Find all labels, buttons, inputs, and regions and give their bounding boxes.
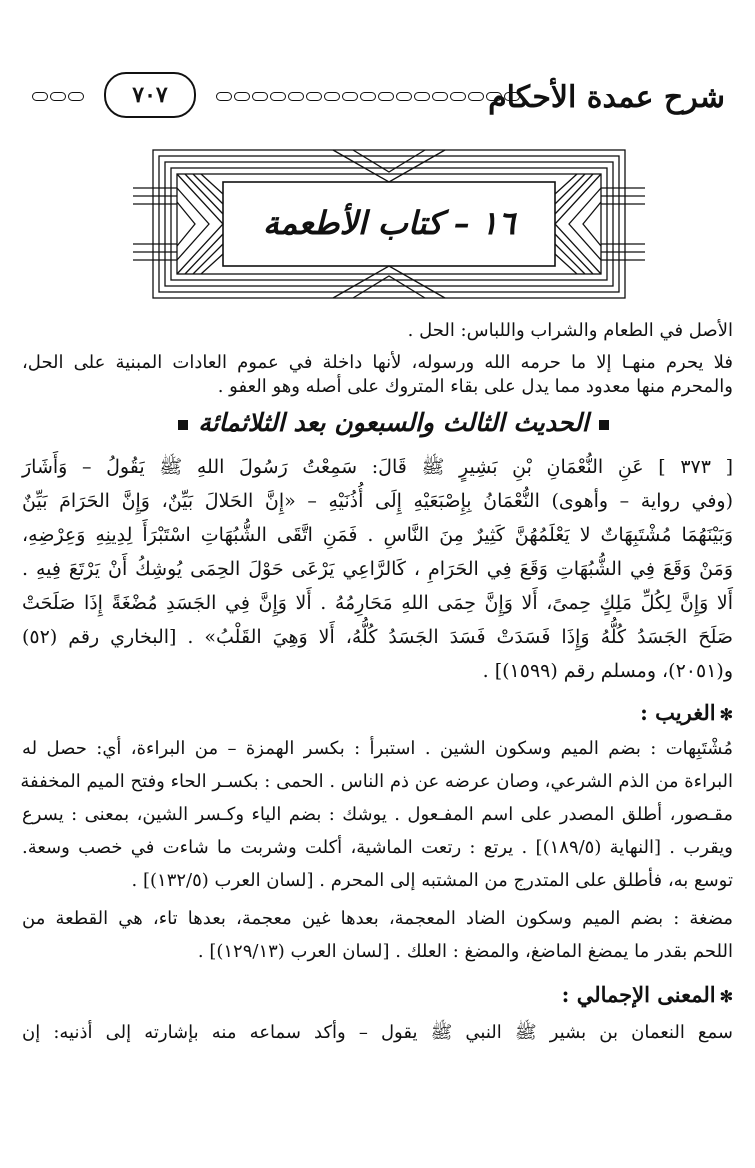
ijmali-line-1: سمع النعمان بن بشير ﷺ النبي ﷺ يقول – وأكد سماعه منه بإشارته إلى أذنيه: إن: [22, 1022, 733, 1043]
hadith-line-6: صَلَحَ الجَسَدُ كُلُّهُ وَإِذَا فَسَدَتْ فَسَدَ الجَسَدُ كُلُّهُ، أَلا وَهِيَ القَلْبُ» . [البخاري رقم (٥٢): [22, 626, 733, 648]
hadith-line-3: وَبَيْنَهُمَا مُشْتَبِهَاتٌ لا يَعْلَمُهُنَّ كَثِيرٌ مِنَ النَّاسِ . فَمَنِ اتَّقَى الشُّبُهَاتِ اسْتَبْرَأَ لِدِينِهِ وَعِرْضِهِ،: [22, 524, 733, 546]
gharib-line-6: مضغة : بضم الميم وسكون الضاد المعجمة، بعدها غين معجمة، بعدها تاء، هي القطعة من: [22, 908, 733, 929]
ijmali-heading: [562, 982, 733, 1007]
running-header: [28, 72, 725, 128]
hadith-line-2: (وفي رواية – وأهوى) النُّعْمَانُ بِإِصْبَعَيْهِ إِلَى أُذُنَيْهِ – «إِنَّ الحَلالَ بَيِّنٌ، وَإِنَّ الحَرَامَ بَيِّنٌ: [22, 490, 733, 512]
gharib-line-4: ويقرب . [النهاية (١٨٩/٥)] . يرتع : رتعت الماشية، أكلت وشربت ما شاءت في خصب وسعة.: [22, 837, 733, 858]
ijmali-heading-text: المعنى الإجمالي :: [561, 982, 716, 1007]
decorative-chain-left: [32, 92, 102, 104]
book-title: شرح عمدة الأحكام: [488, 80, 725, 115]
gharib-line-3: مقـصور، أطلق المصدر على اسم المفـعول . يوشك : بضم الياء وكـسر الشين، بمعنى : يسرع: [22, 804, 733, 825]
square-bullet-icon: [178, 420, 188, 430]
gharib-heading-text: الغريب :: [640, 700, 716, 725]
gharib-line-5: توسع به، فأطلق على المتدرج من المشتبه إلى المحرم . [لسان العرب (١٣٢/٥)] .: [131, 870, 733, 891]
decorative-chain-middle: [216, 92, 526, 104]
intro-line-2: فلا يحرم منهـا إلا ما حرمه الله ورسوله، لأنها داخلة في عموم العادات المبنية على الحل،: [22, 352, 733, 373]
intro-line-3: والمحرم منها معدود مما يدل على بقاء المتروك على أصله وهو العفو .: [217, 376, 733, 397]
chapter-banner: [133, 148, 645, 300]
gharib-line-1: مُشْتَبِهات : بضم الميم وسكون الشين . استبرأ : بكسر الهمزة – من البراءة، أي: حصل له: [22, 738, 733, 759]
square-bullet-icon: [599, 420, 609, 430]
hadith-heading: [60, 408, 727, 437]
page-number: ٧٠٧: [132, 82, 168, 108]
asterisk-icon: ✻: [719, 987, 733, 1006]
hadith-line-5: أَلا وَإِنَّ لِكُلِّ مَلِكٍ حِمىً، أَلا وَإِنَّ حِمَى اللهِ مَحَارِمُهُ . أَلا وَإِنَّ فِي الجَسَدِ مُضْغَةً إِذَا صَلَحَتْ: [22, 592, 733, 614]
hadith-line-1: [ ٣٧٣ ] عَنِ النُّعْمَانِ بْنِ بَشِيرٍ ﷺ قَالَ: سَمِعْتُ رَسُولَ اللهِ ﷺ يَقُولُ – وَأَشَارَ: [22, 456, 734, 478]
gharib-line-7: اللحم بقدر ما يمضغ الماضغ، والمضغ : العلك . [لسان العرب (١٢٩/١٣)] .: [197, 941, 733, 962]
gharib-heading: [640, 700, 733, 725]
intro-line-1: الأصل في الطعام والشراب واللباس: الحل .: [407, 320, 733, 341]
page-number-badge: [104, 72, 196, 118]
hadith-line-4: وَمَنْ وَقَعَ فِي الشُّبُهَاتِ وَقَعَ فِي الحَرَامِ ، كَالرَّاعِي يَرْعَى حَوْلَ الحِمَى يُوشِكُ أَنْ يَرْتَعَ فِيهِ .: [22, 558, 733, 580]
hadith-heading-text: الحديث الثالث والسبعون بعد الثلاثمائة: [198, 408, 589, 437]
asterisk-icon: ✻: [719, 705, 733, 724]
hadith-line-7: و(٢٠٥١)، ومسلم رقم (١٥٩٩)] .: [482, 660, 733, 682]
chapter-title: ١٦ – كتاب الأطعمة: [262, 204, 516, 242]
gharib-line-2: البراءة من الذم الشرعي، وصان عرضه عن ذم الناس . الحمى : بكسـر الحاء وفتح الميم المخففة: [20, 771, 733, 792]
